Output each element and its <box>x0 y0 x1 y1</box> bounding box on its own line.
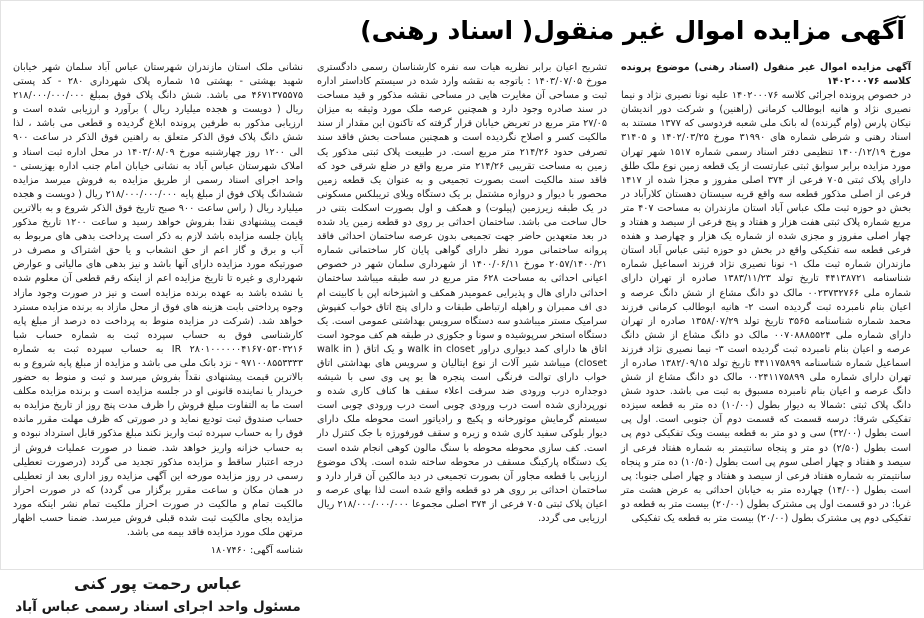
notice-title: آگهی مزایده اموال غیر منقول( اسناد رهنی) <box>360 16 905 45</box>
signer-name: عباس رحمت پور کنی <box>74 574 242 594</box>
column-left <box>13 61 303 616</box>
column-right <box>621 61 911 559</box>
property-description: در خصوص پرونده اجرائی کلاسه ۱۴۰۲۰۰۰۷۶ علیه نونا نصیری نژاد و نیما نصیری نژاد و هانیه ابوطالب کرمانی (راهنین) و شرکت دور اندیشان نیکان پارس (وام گیرنده) له بانک ملی شعبه فردوسی که ۱۳۷۷ مستند به اسناد رهنی و شرطی شماره های ۳۱۹۹۰ مورخ ۱۴۰۲/۰۳/۲۵ و ۳۱۴۰۵ مورخ ۱۴۰۰/۱۲/۱۹ تنظیمی دفتر اسناد رسمی شماره ۱۵۱۷ شهر تهران مورد مزایده برابر سوابق ثبتی عبارتست از یک قطعه زمین نوع ملک طلق دارای پلاک ثبتی ۷۰۵ فرعی از ۳۷۴ اصلی مفروز و مجزا شده از ۱۴۱۷ فرعی از اصلی مذکور قطعه سه واقع قریه سیستان دهستان کلارآباد در بخش دو حوزه ثبت ملک عباس آباد استان مازندران به مساحت ۴۰۷ متر مربع شماره پلاک ثبتی هفت هزار و هفتاد و پنج فرعی از سیصد و هفتاد و چهار اصلی مفروز و مجزی شده از شماره یک هزار و چهارصد و هفده فرعی قطعه سه تفکیکی واقع در بخش دو حوزه ثبتی عباس آباد استان مازندران شماره ثبت ملک ۱- نونا نصیری نژاد فرزند اسماعیل شماره شناسنامه ۴۴۱۳۸۷۲۱ تاریخ تولد ۱۳۸۳/۱۱/۲۳ صادره از تهران دارای شماره ملی ۰۰۲۳۷۳۲۷۶۶ مالک دو دانگ مشاع از شش دانگ عرصه و اعیان بنام نامبرده ثبت گردیده است ۲- هانیه ابوطالب کرمانی فرزند محمد شماره شناسنامه ۳۵۶۵ تاریخ تولد ۱۳۵۸/۰۷/۲۹ صادره از تهران دارای شماره ملی ۰۰۷۰۸۸۸۵۵۲۴ مالک دو دانگ مشاع از شش دانگ عرصه و اعیان بنام نامبرده ثبت گردیده است ۳- نیما نصیری نژاد فرزند اسماعیل شماره شناسنامه ۴۴۱۱۷۵۸۹۹ تاریخ تولد ۱۳۸۲/۰۹/۱۵ صادره از تهران دارای شماره ملی ۰۰۲۴۱۱۷۵۸۹۹ مالک دو دانگ مشاع از شش دانگ عرصه و اعیان بنام نامبرده مسبوق به ثبت می باشد. حدود شش دانگ پلاک ثبتی :شمالا به دیوار بطول (۱۰/۰۰) ده متر به قطعه سیزده تفکیکی شرقا: درسه قسمت که قسمت دوم آن جنوبی است. اول پی است بطول (۳۲/۰۰) سی و دو متر به قطعه بیست ویک تفکیکی دوم پی است بطول (۲/۵۰) دو متر و پنجاه سانتیمتر به شماره هفتاد فرعی از سیصد و هفتاد و چهار اصلی سوم پی است بطول (۱۰/۵۰) ده متر و پنجاه سانتیمتر به شماره هفتاد فرعی از سیصد و هفتاد و چهار اصلی جنوبا: پی است بطول (۱۴/۰۰) چهارده متر به خیابان احداثی به عرض هشت متر غربا: در دو قسمت اول پی مشترک بطول (۲۰/۰۰) بیست متر به قطعه دو تفکیکی دوم پی مشترک بطول (۲۰/۰۰) بیست متر به قطعه یک تفکیکی <box>621 90 912 524</box>
auction-terms: نشانی ملک استان مازندران شهرستان عباس آباد سلمان شهر خیابان شهید بهشتی - بهشتی ۱۵ شماره پلاک شهرداری ۲۸۰ - کد پستی ۴۶۷۱۳۷۵۵۷۵ می باشد. شش دانگ پلاک فوق بمبلغ ۲۱۸/۰۰۰/۰۰۰/۰۰۰ ریال ( دویست و هجده میلیارد ریال ) برآورد و ارزیابی شده است و ارزیابی مذکور به طرفین پرونده ابلاغ گردیده و قطعی می باشد ، لذا شش دانگ پلاک فوق الذکر متعلق به راهنین فوق الذکر در ساعت ۹۰۰ الی ۱۲۰۰ روز چهارشنبه مورخ ۱۴۰۳/۰۸/۰۹ در محل اداره ثبت اسناد و املاک شهرستان عباس آباد به نشانی خیابان امام جنب اداره بهزیستی - واحد اجرای اسناد رسمی از طریق مزایده به فروش میرسد مزایده ششدانگ پلاک فوق از مبلغ پایه ۲۱۸/۰۰۰/۰۰۰/۰۰۰ ریال ( دویست و هجده میلیارد ریال ( راس ساعت ۹۰۰ صبح تاریخ فوق الذکر شروع و به بالاترین قیمت پیشنهادی نقدا بفروش خواهد رسید و ساعت ۱۲۰۰ تاریخ مذکور پایان جلسه مزایده باشد لازم به ذکر است پرداخت بدهی های مربوط به آب و برق و گاز اعم از حق انشعاب و یا حق اشتراک و مصرف در صورتیکه مورد مزایده دارای آنها باشد و نیز بدهی های مالیاتی و عوارض شهرداری و غیره تا تاریخ مزایده اعم از اینکه رقم قطعی آن معلوم شده یا نشده باشد به عهده برنده مزایده است و نیز در صورت وجود مازاد وجوه پرداختی بابت هزینه های فوق از محل مازاد به برنده مزایده مسترد خواهد شد. (شرکت در مزایده منوط به پرداخت ده درصد از مبلغ پایه کارشناسی فوق به حساب سپرده ثبت به شماره حساب شبا ۲۸۰۱۰۰۰۰۰۰۴۱۶۷۰۵۳۰۳۲۱۶ IR به حساب سپرده ثبت به شماره ۹۷۱۰۰۸۵۵۳۳۳۳ - نزد بانک ملی می باشد و مزایده از مبلغ پایه شروع و به بالاترین قیمت پیشنهادی نقداً بفروش میرسد و ثبت و منوط به حضور خریدار یا نماینده قانونی او در جلسه مزایده است و برنده مزایده مکلف است ما به التفاوت مبلغ فروش را ظرف مدت پنج روز از تاریخ مزایده به حساب صندوق ثبت تودیع نماید و در صورتی که ظرف مهلت مقرر مانده فوق را به حساب سپرده ثبت واریز نکند مبلغ مذکور قابل استرداد نبوده و به حساب خزانه واریز خواهد شد. ضمنا در صورت عملیات فروش از درجه اعتبار ساقط و مزایده مذکور تجدید می گردد (درصورت تعطیلی رسمی در روز مزایده مورخه این آگهی مزایده روز اداری بعد از تعطیلی در همان مکان و ساعت مقرر برگزار می گردد) که در صورت احراز مالکیت تمام و مالکیت در صورت احراز ملکیت تمام نشر اینکه مورد مزایده بجای مالکیت ثبت شده قبلی فروش میرسد. ضمنا حسب اظهار مرتهن ملک مورد مزایده فاقد بیمه می باشد. <box>13 62 303 539</box>
building-description: تشریح اعیان برابر نظریه هیات سه نفره کارشناسان رسمی دادگستری مورخ ۱۴۰۳/۰۷/۰۵ : باتوجه به نقشه وارد شده در سیستم کاداستر اداره ثبت و مساحی آن مغایرت هایی در مساحی نقشه مذکور و قید مساحت در سند صادره وجود دارد و همچنین عرصه ملک مورد وثیقه به میزان ۲۷/۰۵ متر مربع در تعریض خیابان قرار گرفته که تاکنون این مقدار از سند مالکیت کسر و اصلاح نگردیده است و همچنین مساحت بخش فاقد سند تصرفی حدود ۲۱۴/۲۶ متر مربع است. در طبیعت پلاک ثبتی مذکور یک زمین به مساحت تقریبی ۲۱۴/۲۶ متر مربع واقع در ضلع شرقی خود که فاقد سند مالکیت است بصورت تجمیعی و به عنوان یک قطعه زمین محصور با دیوار و دروازه مشتمل بر یک دستگاه ویلای تریبلکس مسکونی در یک طبقه زیرزمین (پیلوت) و همکف و اول بصورت اسکلت بتنی در حال ساخت می باشد. ساختمان احداثی بر روی دو قطعه زمین یاد شده در بعد متعهدین حاضر جهت تجمیعی بدون عرصه ساختمان احداثی فاقد پروانه ساختمانی مورد نظر دارای گواهی پایان کار ساختمانی شماره ۲۰۵۷/۱۴۰۰/۲۱ مورخ ۱۴۰۰/۰۶/۱۱ از شهرداری سلمان شهر در خصوص اعیانی احداثی به مساحت ۶۲۸ متر مربع در سه طبقه میباشد ساختمان احداثی دارای هال و پذیرایی عمومیدر همکف و اشپزخانه اپن با کابینت ام دی اف ممبران و راهپله ارتباطی طبقات و دارای پنج اتاق خواب کفپوش سرامیک مستر میباشدو سه دستگاه سرویس بهداشتی عمومی است. یک دستگاه استخر سرپوشیده و سونا و جکوزی در طبقه هم کف موجود است اتاق ها دارای کمد دیواری دراور walk in closet و یک اتاق ( walk in closet) میباشد شیر آلات از نوع ایتالیان و سرویس های بهداشتی اتاق خواب دارای توالت فرنگی است پنجره ها یو پی وی سی با شیشه دوجداره درب ورودی ضد سرقت اعلاء سقف ها کناف کاری شده و نورپردازی شده است درب ورودی چوبی است درب ورودی چوبی است سیستم گرمایش موتورخانه و پکیج و رادیاتور است محوطه ملک دارای دیوار بلوکی سفید کاری شده و زیره و سقف فورفورژه با جک کنترل دار است. کف سازی محوطه محوطه با سنگ مالون کوهی انجام شده است یک دستگاه پارکینگ مسقف در محوطه ساخته شده است. پلاک موضوع ارزیابی با قطعه مجاور آن بصورت تجمیعی در دید مالکین آن قرار دارد و ساختمان احداثی بر روی هر دو قطعه واقع شده است لذا بهای عرصه و اعیان پلاک ثبتی ۷۰۵ فرعی از ۳۷۴ اصلی مجموعا ۲۱۸/۰۰۰/۰۰۰/۰۰۰ ریال ارزیابی می گردد. <box>317 62 607 524</box>
notice-code: شناسه آگهی: ۱۸۰۷۴۶۰ <box>210 545 303 557</box>
signature-block <box>13 572 303 618</box>
signer-role: مسئول واحد اجرای اسناد رسمی عباس آباد <box>15 599 301 616</box>
case-heading: آگهی مزایده اموال غیر منقول (اسناد رهنی) موضوع پرونده کلاسه ۱۴۰۲۰۰۰۷۶ <box>621 62 911 88</box>
column-middle <box>317 61 607 559</box>
notice-columns <box>13 61 912 616</box>
